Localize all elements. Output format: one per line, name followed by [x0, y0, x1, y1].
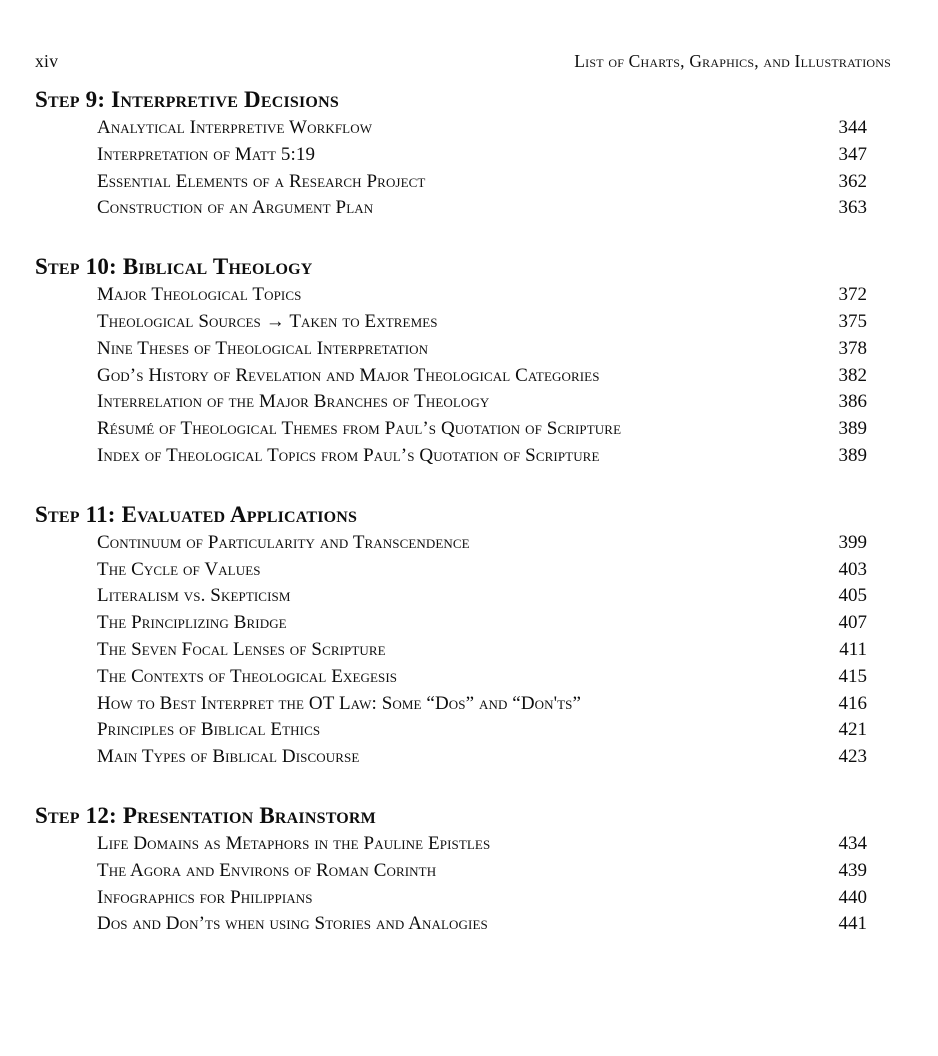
entry-title: Résumé of Theological Themes from Paul’s Quotation of Scripture [97, 418, 622, 440]
entry-title: Main Types of Biblical Discourse [97, 746, 360, 768]
toc-entry [35, 911, 867, 938]
entry-page-number: 423 [838, 746, 867, 768]
section-heading: Step 12: Presentation Brainstorm [35, 802, 376, 828]
toc-section [35, 85, 891, 222]
toc-entry [35, 885, 867, 912]
entry-page-number: 347 [838, 143, 867, 165]
toc-entry [35, 530, 867, 557]
entry-title: The Contexts of Theological Exegesis [97, 665, 398, 687]
toc-entry [35, 389, 867, 416]
entry-page-number: 407 [838, 612, 867, 634]
toc-entry [35, 831, 867, 858]
entry-title: Literalism vs. Skepticism [97, 585, 291, 607]
entry-title: How to Best Interpret the OT Law: Some “Dos” and “Don'ts” [97, 692, 582, 714]
toc-entry [35, 443, 867, 470]
entry-page-number: 440 [838, 886, 867, 908]
toc-entry [35, 637, 867, 664]
toc-entry [35, 363, 867, 390]
toc-entry [35, 664, 867, 691]
entry-title: Dos and Don’ts when using Stories and Analogies [97, 913, 488, 935]
toc-entry [35, 717, 867, 744]
entry-title: Principles of Biblical Ethics [97, 719, 321, 741]
toc-entry [35, 282, 867, 309]
toc-section [35, 252, 891, 470]
toc-entry [35, 115, 867, 142]
entry-page-number: 399 [838, 531, 867, 553]
entry-title: Construction of an Argument Plan [97, 197, 374, 219]
entry-title: Interpretation of Matt 5:19 [97, 143, 316, 165]
entry-title: The Principlizing Bridge [97, 612, 287, 634]
toc-entry [35, 336, 867, 363]
entry-page-number: 441 [838, 913, 867, 935]
entry-page-number: 415 [838, 665, 867, 687]
entry-page-number: 382 [838, 364, 867, 386]
entry-title: Analytical Interpretive Workflow [97, 117, 373, 138]
toc-entry [35, 416, 867, 443]
section-heading: Step 11: Evaluated Applications [35, 501, 358, 527]
entry-page-number: 344 [838, 117, 867, 138]
entry-page-number: 362 [838, 170, 867, 192]
entry-title: Essential Elements of a Research Project [97, 170, 426, 192]
toc-entry [35, 858, 867, 885]
entry-page-number: 378 [838, 337, 867, 359]
entry-title: The Agora and Environs of Roman Corinth [97, 859, 437, 881]
entry-page-number: 434 [838, 832, 867, 854]
toc-entry [35, 309, 867, 336]
section-entries [35, 831, 891, 938]
entry-page-number: 372 [838, 284, 867, 306]
toc-entry [35, 195, 867, 222]
entry-page-number: 389 [838, 444, 867, 466]
entry-page-number: 389 [838, 418, 867, 440]
entry-page-number: 363 [838, 197, 867, 219]
entry-page-number: 411 [839, 638, 867, 660]
toc-entry [35, 142, 867, 169]
toc-entry [35, 169, 867, 196]
entry-title: Life Domains as Metaphors in the Pauline Epistles [97, 832, 491, 854]
running-header-title: List of Charts, Graphics, and Illustrations [574, 51, 891, 71]
toc-sections [35, 85, 891, 938]
entry-page-number: 405 [838, 585, 867, 607]
toc-entry [35, 557, 867, 584]
entry-title: Continuum of Particularity and Transcendence [97, 531, 470, 553]
section-heading: Step 9: Interpretive Decisions [35, 87, 339, 112]
toc-entry [35, 691, 867, 718]
section-entries [35, 530, 891, 771]
entry-page-number: 416 [838, 692, 867, 714]
toc-section [35, 801, 891, 938]
entry-title: God’s History of Revelation and Major Theological Categories [97, 364, 600, 386]
entry-page-number: 421 [838, 719, 867, 741]
entry-title: Theological Sources → Taken to Extremes [97, 310, 438, 332]
entry-title: Index of Theological Topics from Paul’s Quotation of Scripture [97, 444, 600, 466]
page-number: xiv [35, 51, 59, 71]
toc-entry [35, 744, 867, 771]
toc-entry [35, 610, 867, 637]
entry-page-number: 375 [838, 310, 867, 332]
entry-title: Nine Theses of Theological Interpretation [97, 337, 429, 359]
section-entries [35, 115, 891, 222]
entry-page-number: 386 [838, 391, 867, 413]
entry-page-number: 403 [838, 558, 867, 580]
entry-title: Major Theological Topics [97, 284, 302, 306]
section-heading: Step 10: Biblical Theology [35, 254, 313, 280]
toc-section [35, 500, 891, 771]
entry-page-number: 439 [838, 859, 867, 881]
entry-title: Infographics for Philippians [97, 886, 313, 908]
section-entries [35, 282, 891, 470]
entry-title: Interrelation of the Major Branches of Theology [97, 391, 490, 413]
running-header [35, 50, 891, 72]
entry-title: The Seven Focal Lenses of Scripture [97, 638, 386, 660]
entry-title: The Cycle of Values [97, 558, 261, 580]
toc-entry [35, 583, 867, 610]
